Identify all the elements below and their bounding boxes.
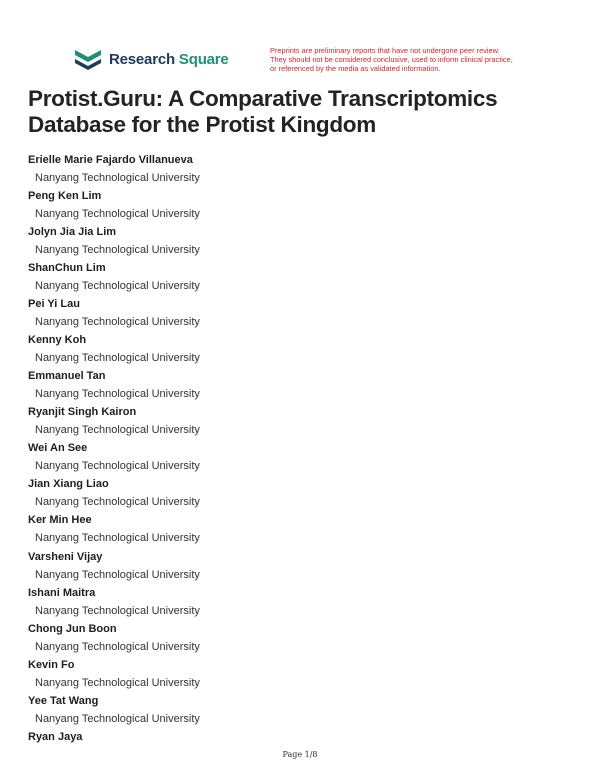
author-name: Yee Tat Wang <box>28 694 99 707</box>
author-name: Chong Jun Boon <box>28 622 117 635</box>
author-affiliation: Nanyang Technological University <box>35 172 200 184</box>
author-name: Peng Ken Lim <box>28 190 102 203</box>
author-name: Jolyn Jia Jia Lim <box>28 226 117 239</box>
author-entry <box>28 550 448 586</box>
author-name: Jian Xiang Liao <box>28 478 109 491</box>
author-name: Erielle Marie Fajardo Villanueva <box>28 154 193 166</box>
paper-title: Protist.Guru: A Comparative Transcriptomics Database for the Protist Kingdom <box>28 86 498 137</box>
author-entry <box>28 225 448 261</box>
brand-name <box>109 51 229 68</box>
author-name: Pei Yi Lau <box>28 298 80 311</box>
research-square-logo[interactable] <box>75 48 229 70</box>
author-entry <box>28 658 448 694</box>
author-affiliation: Nanyang Technological University <box>35 640 200 653</box>
author-entry <box>28 189 448 225</box>
author-entry <box>28 333 448 369</box>
author-entry <box>28 405 448 441</box>
author-entry <box>28 153 448 189</box>
author-affiliation: Nanyang Technological University <box>35 496 200 509</box>
author-affiliation: Nanyang Technological University <box>35 460 200 473</box>
author-name: ShanChun Lim <box>28 262 106 275</box>
author-list <box>28 153 448 766</box>
author-entry <box>28 586 448 622</box>
author-entry <box>28 622 448 658</box>
author-name: Ryanjit Singh Kairon <box>28 406 137 419</box>
author-entry <box>28 694 448 730</box>
author-affiliation: Nanyang Technological University <box>35 352 200 365</box>
author-name: Varsheni Vijay <box>28 550 103 563</box>
author-entry <box>28 261 448 297</box>
author-entry <box>28 297 448 333</box>
author-entry <box>28 477 448 513</box>
author-name: Kevin Fo <box>28 658 75 671</box>
author-name: Ishani Maitra <box>28 586 96 599</box>
research-square-chevrons-icon <box>75 48 101 70</box>
author-entry <box>28 441 448 477</box>
author-affiliation: Nanyang Technological University <box>35 424 200 437</box>
author-affiliation: Nanyang Technological University <box>35 712 200 725</box>
brand-name-primary: Research <box>109 50 175 68</box>
author-name: Emmanuel Tan <box>28 370 106 383</box>
author-affiliation: Nanyang Technological University <box>35 604 200 617</box>
author-affiliation: Nanyang Technological University <box>35 388 200 401</box>
author-affiliation: Nanyang Technological University <box>35 280 200 293</box>
author-entry <box>28 730 448 766</box>
author-affiliation: Nanyang Technological University <box>35 676 200 689</box>
author-name: Wei An See <box>28 442 88 455</box>
preprint-disclaimer: Preprints are preliminary reports that have not undergone peer review. They should not be considered conclusive, used to inform clinical practice, or referenced by the media as validated information. <box>270 46 513 73</box>
page-number: Page 1/8 <box>282 750 318 759</box>
author-affiliation: Nanyang Technological University <box>35 316 200 329</box>
author-entry <box>28 369 448 405</box>
author-affiliation: Nanyang Technological University <box>35 244 200 257</box>
author-name: Ryan Jaya <box>28 730 83 743</box>
author-affiliation: Nanyang Technological University <box>35 568 200 581</box>
author-entry <box>28 513 448 549</box>
author-name: Kenny Koh <box>28 334 87 347</box>
author-name: Ker Min Hee <box>28 514 92 527</box>
brand-name-accent: Square <box>178 50 229 68</box>
author-affiliation: Nanyang Technological University <box>35 208 200 221</box>
author-affiliation: Nanyang Technological University <box>35 532 200 545</box>
